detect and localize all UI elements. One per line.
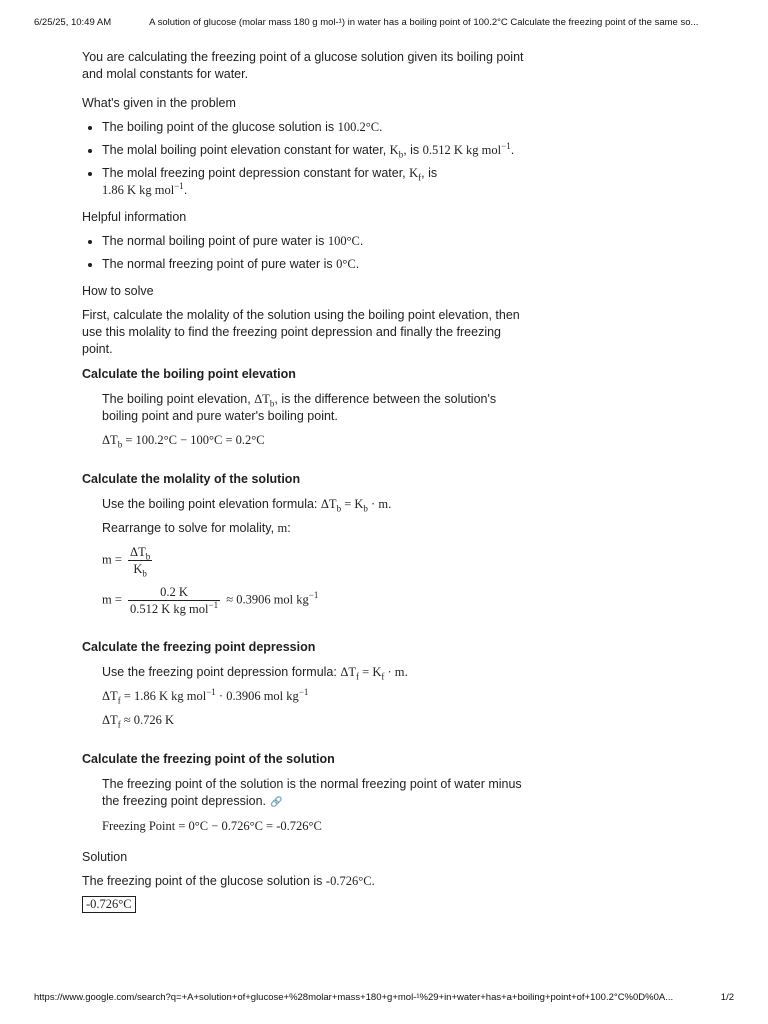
step1-equation: $\Delta T_b = 100.2^\circ C - 100^\circ C = 0.2^\circ C$ xyxy=(102,433,265,450)
given-heading: What's given in the problem xyxy=(82,96,236,110)
print-header xyxy=(34,17,734,28)
step3-title: Calculate the freezing point depression xyxy=(82,640,316,654)
helpful-heading: Helpful information xyxy=(82,210,187,224)
step2-rearrange-line: Rearrange to solve for molality, m: xyxy=(102,521,291,535)
molality-fraction: $\frac{\Delta T_b}{K_b}$ xyxy=(130,545,151,579)
step4-text: The freezing point of the solution is the normal freezing point of water minus the freezing point depression. 🔗 xyxy=(102,777,522,808)
given-item-kf: • The molal freezing point depression constant for water, $K_f$, is 1.86 K kg mol$^{-1}$. xyxy=(102,165,532,199)
step4-body xyxy=(82,776,532,835)
step3-formula-line: Use the freezing point depression formula: $\Delta T_f = K_f \cdot m$. xyxy=(102,665,408,682)
step2-formula-line: Use the boiling point elevation formula: $\Delta T_b = K_b \cdot m$. xyxy=(102,497,392,514)
how-heading: How to solve xyxy=(82,284,154,298)
step2-molality-formula: m = $\frac{\Delta T_b}{K_b}$ xyxy=(102,545,151,579)
answer-content xyxy=(82,49,532,913)
step4-equation: Freezing Point = 0°C − 0.726°C = -0.726°C xyxy=(102,819,322,833)
given-list xyxy=(82,119,532,199)
solution-text: The freezing point of the glucose solution is -0.726°C. xyxy=(82,874,376,888)
step2-body xyxy=(82,496,532,617)
step1-body xyxy=(82,391,532,449)
print-page-number: 1/2 xyxy=(720,992,734,1003)
given-item-kb: • The molal boiling point elevation constant for water, $K_b$, is 0.512 K kg mol$^{-1}$. xyxy=(102,142,532,159)
step3-equation-2: $\Delta T_f \approx 0.726$ K xyxy=(102,713,175,730)
print-title: A solution of glucose (molar mass 180 g mol-¹) in water has a boiling point of 100.2°C Calculate the freezing point of the same so... xyxy=(149,17,699,28)
how-text: First, calculate the molality of the solution using the boiling point elevation, then use this molality to find the freezing point depression and finally the freezing point. xyxy=(82,308,520,356)
step1-title: Calculate the boiling point elevation xyxy=(82,367,296,381)
solution-boxed-answer: -0.726°C xyxy=(82,896,136,913)
molality-value-fraction: $\frac{0.2 K}{0.512 K kg mol^{-1}}$ xyxy=(130,585,219,616)
helpful-item-freezing: • The normal freezing point of pure water is 0°C. xyxy=(102,256,532,273)
step1-text: The boiling point elevation, $\Delta T_b$, is the difference between the solution's boiling point and pure water's boiling point. xyxy=(102,392,497,423)
step3-body xyxy=(82,664,532,729)
step2-title: Calculate the molality of the solution xyxy=(82,472,301,486)
print-footer xyxy=(34,992,734,1003)
helpful-item-boiling: • The normal boiling point of pure water is 100°C. xyxy=(102,233,532,250)
step3-equation-1: $\Delta T_f = 1.86$ K kg mol$^{-1}$ · 0.3906 mol $kg^{-1}$ xyxy=(102,686,309,706)
solution-heading: Solution xyxy=(82,850,128,864)
print-url: https://www.google.com/search?q=+A+solution+of+glucose+%28molar+mass+180+g+mol-¹%29+in+water+has+a+boiling+point+of+100.2°C%0D%0A... xyxy=(34,992,674,1003)
print-datetime: 6/25/25, 10:49 AM xyxy=(34,17,112,28)
given-item-boiling-point: • The boiling point of the glucose solution is 100.2°C. xyxy=(102,119,532,136)
intro-text: You are calculating the freezing point of a glucose solution given its boiling point and molal constants for water. xyxy=(82,50,524,81)
step4-title: Calculate the freezing point of the solution xyxy=(82,752,335,766)
link-icon[interactable]: 🔗 xyxy=(270,797,283,808)
helpful-list xyxy=(82,233,532,273)
step2-molality-value: m = $\frac{0.2 K}{0.512 K kg mol^{-1}}$ ≈ 0.3906 mol $kg^{-1}$ xyxy=(102,585,319,616)
